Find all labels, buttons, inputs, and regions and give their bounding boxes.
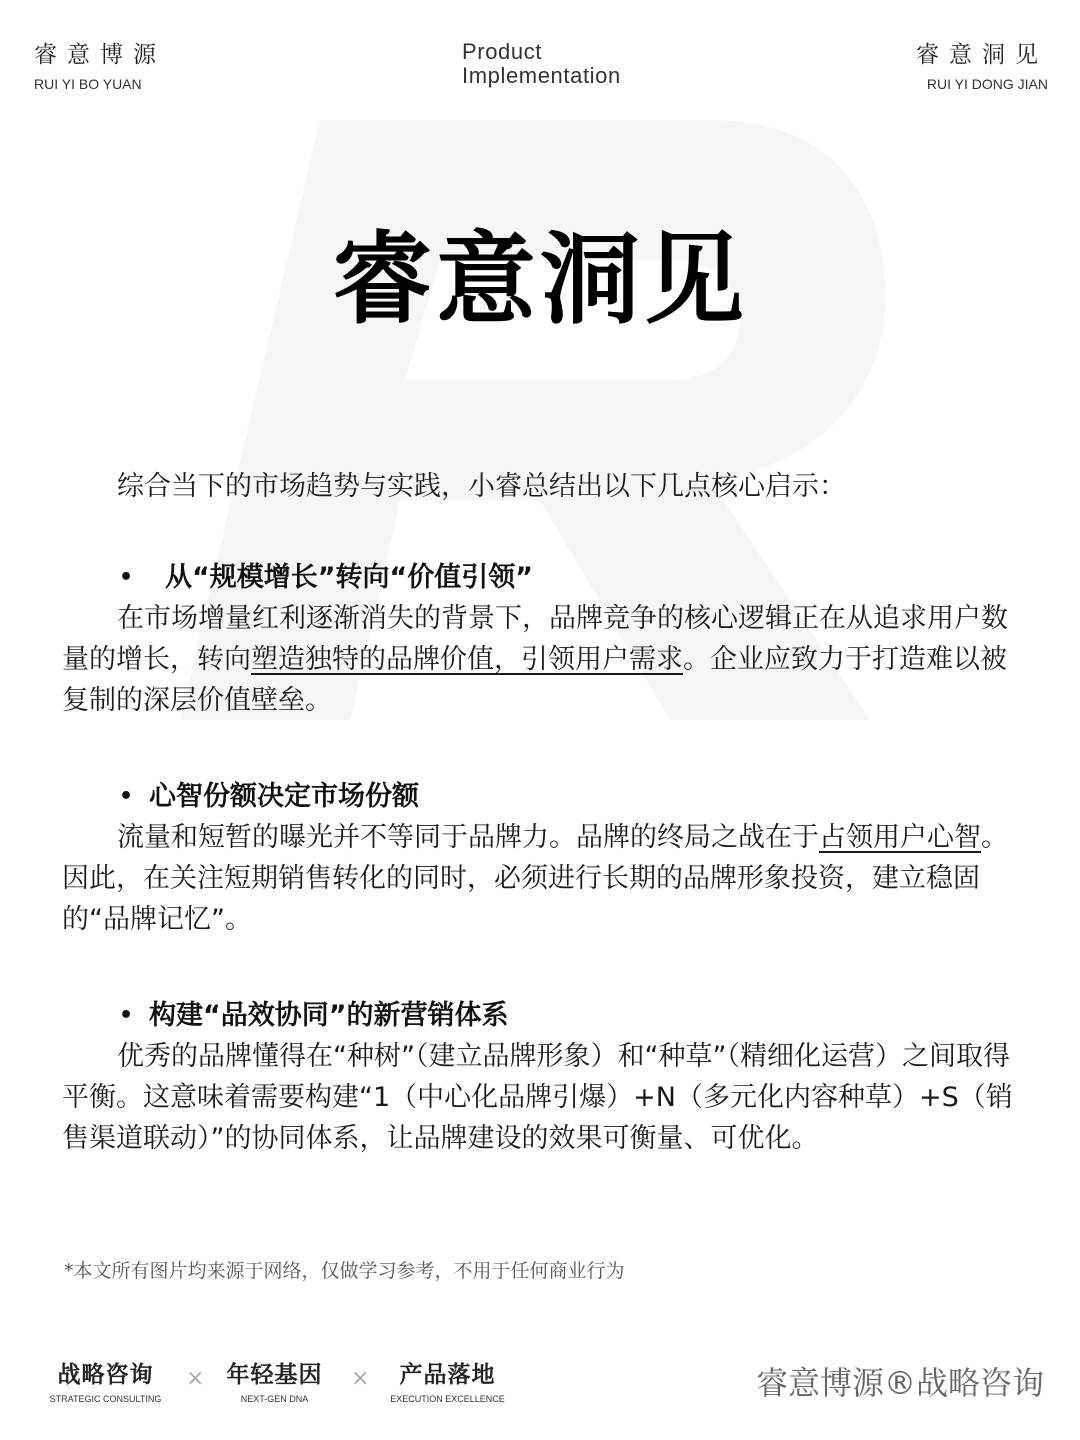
- header-center-line2: Implementation: [462, 63, 621, 88]
- header-right-cn: 睿意洞见: [916, 42, 1048, 68]
- paragraph-text: 流量和短暂的曝光并不等同于品牌力。品牌的终局之战在于: [117, 822, 819, 853]
- insight-section-2: [62, 777, 1022, 967]
- paragraph-text: 。因此，在关注短期销售转化的同时，必须进行长期的品牌形象投资，建立稳固的“品牌记忆”。: [62, 822, 1008, 935]
- section-paragraph: 优秀的品牌懂得在“种树”（建立品牌形象）和“种草”（精细化运营）之间取得平衡。这意味着需要构建“1（中心化品牌引爆）+N（多元化内容种草）+S（销售渠道联动）”的协同体系，让品牌建设的效果可衡量、可优化。: [62, 1041, 1013, 1154]
- section-paragraph: [62, 598, 1022, 721]
- header-center-title: [462, 40, 621, 88]
- header-left-en: RUI YI BO YUAN: [34, 76, 142, 92]
- footer-brand: 睿意博源®战略咨询: [755, 1364, 1044, 1402]
- insight-section-1: [62, 558, 1022, 748]
- footer-tag-cn: 产品落地: [399, 1362, 496, 1388]
- footer-tag-en: STRATEGIC CONSULTING: [49, 1394, 162, 1404]
- header-right-en: RUI YI DONG JIAN: [926, 76, 1048, 92]
- section-title: [62, 558, 1022, 598]
- paragraph-emphasis: 塑造独特的品牌价值，引领用户需求: [251, 644, 683, 675]
- bullet-icon: •: [119, 565, 134, 590]
- footer-tag-en: EXECUTION EXCELLENCE: [390, 1394, 505, 1404]
- paragraph-emphasis: 占领用户心智: [819, 822, 981, 853]
- bullet-icon: •: [119, 784, 134, 809]
- bullet-icon: •: [119, 1003, 134, 1028]
- disclaimer-text: *本文所有图片均来源于网络，仅做学习参考，不用于任何商业行为: [64, 1260, 625, 1282]
- separator-x-icon: ×: [351, 1366, 370, 1391]
- paragraph-text: 在市场增量红利逐渐消失的背景下，品牌竞争的核心逻辑正在从追求用户数量的增长，转向: [62, 603, 1008, 675]
- section-title-text: 从“规模增长”转向“价值引领”: [165, 562, 533, 593]
- page-title: 睿意洞见: [332, 221, 748, 338]
- section-title-text: 构建“品效协同”的新营销体系: [149, 1000, 509, 1031]
- footer-tag-dna: [212, 1356, 337, 1404]
- footer-tag-strategy: [43, 1356, 168, 1404]
- section-paragraph: [62, 817, 1022, 940]
- separator-x-icon: ×: [186, 1366, 205, 1391]
- footer-tag-cn: 战略咨询: [57, 1362, 154, 1388]
- section-title: [62, 996, 1022, 1036]
- header-left-cn: 睿意博源: [34, 42, 166, 68]
- insight-section-3: [62, 996, 1022, 1186]
- section-title: [62, 777, 1022, 817]
- header-center-line1: Product: [462, 39, 543, 64]
- footer-tag-en: NEXT-GEN DNA: [240, 1394, 309, 1404]
- footer-tag-cn: 年轻基因: [226, 1362, 323, 1388]
- footer-tag-execution: [385, 1356, 510, 1404]
- section-title-text: 心智份额决定市场份额: [149, 781, 419, 812]
- header-left-brand: [34, 40, 174, 92]
- header-right-brand: [908, 40, 1048, 92]
- paragraph-text: 。企业应致力于打造难以被复制的深层价值壁垒。: [62, 644, 1007, 716]
- intro-text: 综合当下的市场趋势与实践，小睿总结出以下几点核心启示：: [117, 471, 846, 502]
